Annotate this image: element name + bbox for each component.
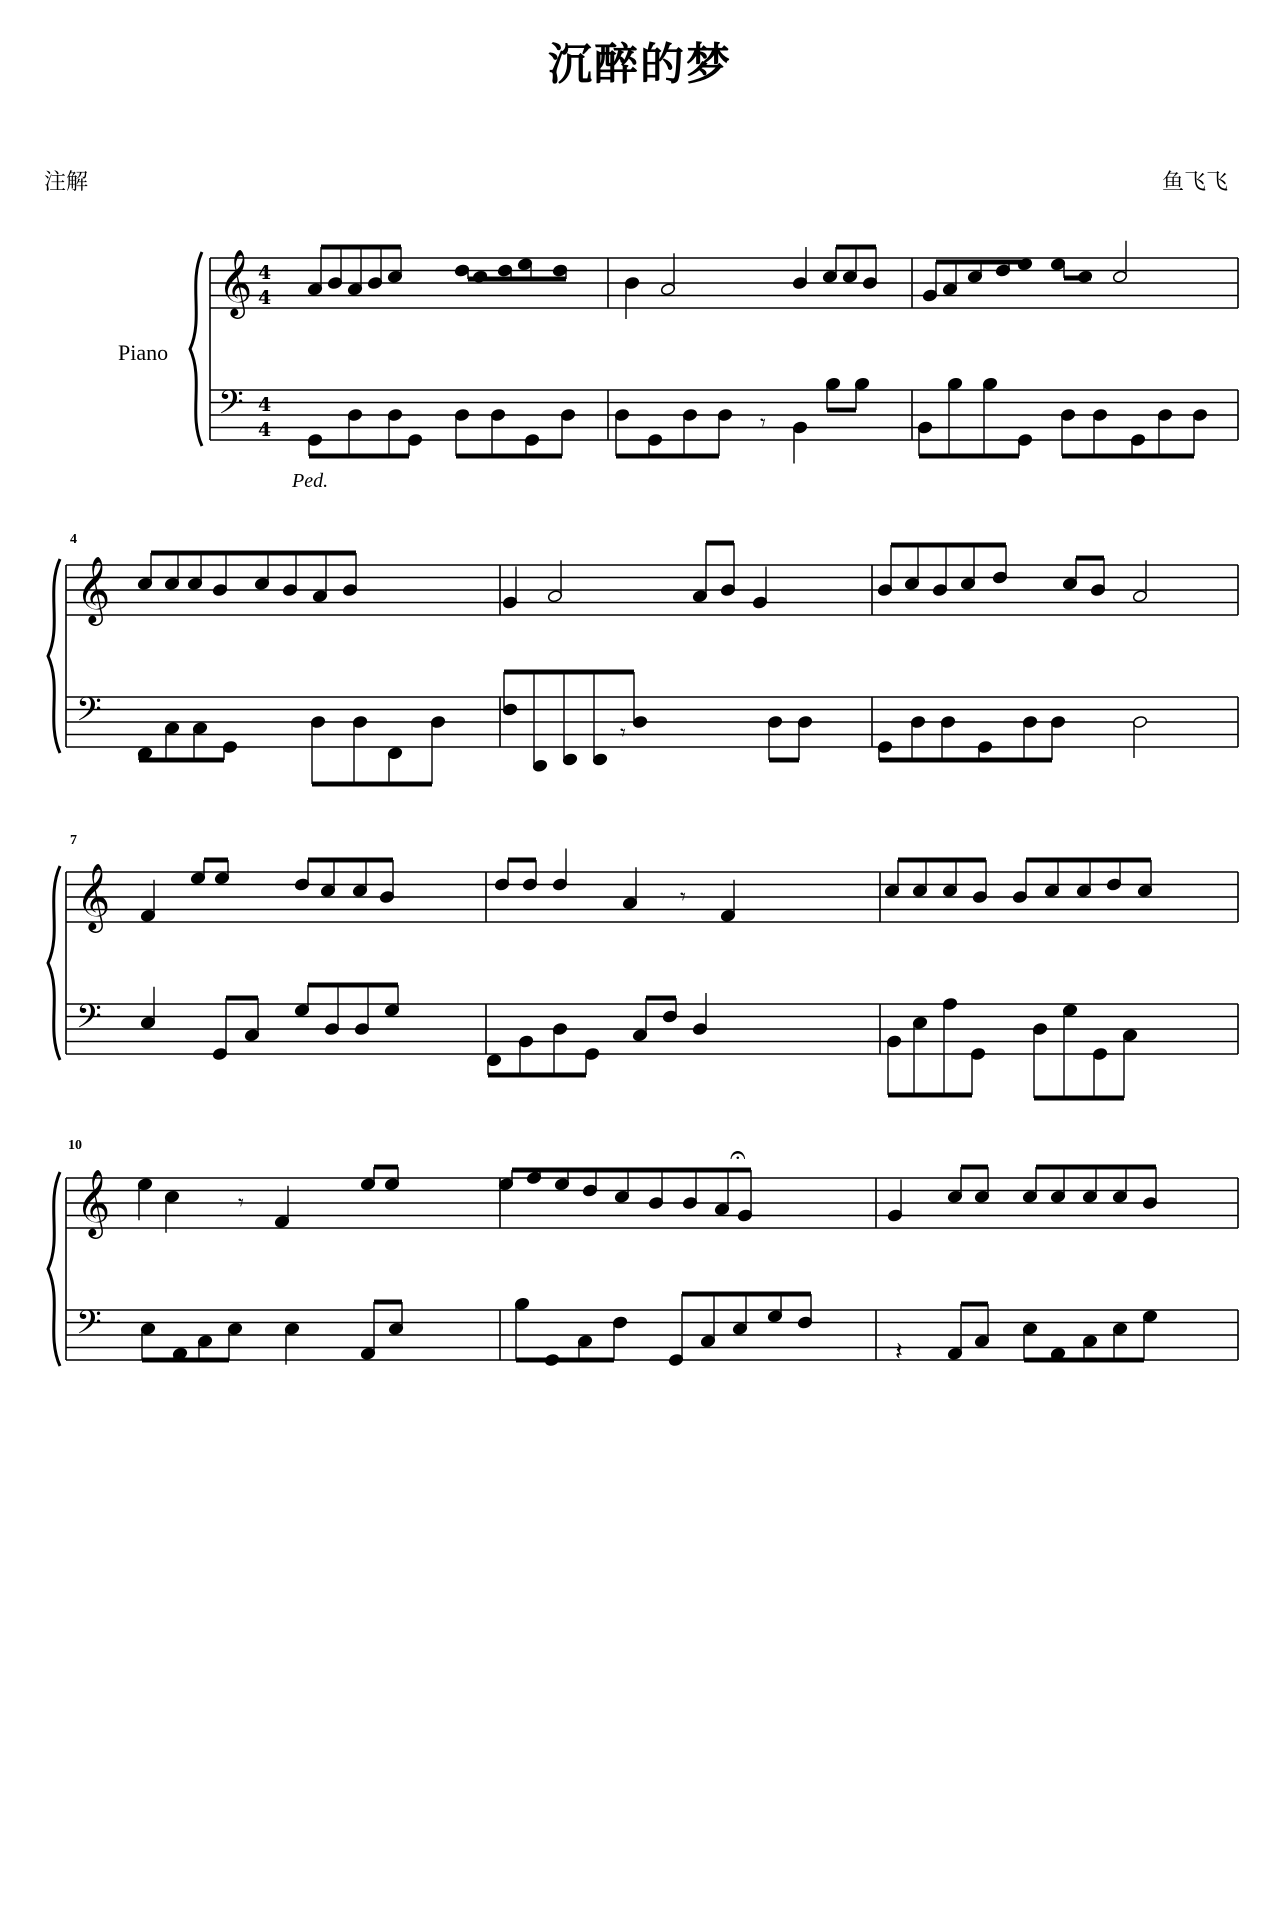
pedal-marking: Ped. [292, 470, 329, 492]
treble-clef-icon: 𝄞 [76, 862, 111, 930]
page-title: 沉醉的梦 [548, 39, 732, 90]
bass-clef-icon: 𝄢 [76, 998, 102, 1044]
time-signature-top: 4 [258, 262, 272, 284]
time-signature-bottom: 4 [258, 287, 272, 309]
fermata-icon: 𝄐 [730, 1138, 746, 1171]
annotation-label: 注解 [44, 170, 89, 195]
brace [48, 559, 60, 753]
measure-number: 7 [70, 833, 77, 848]
eighth-rest-icon: 𝄾 [238, 1191, 244, 1216]
eighth-rest-icon: 𝄾 [680, 885, 686, 910]
quarter-rest-icon: 𝄽 [895, 1337, 903, 1367]
instrument-label: Piano [118, 340, 169, 365]
bass-clef-icon: 𝄢 [76, 691, 102, 737]
eighth-rest-icon: 𝄾 [620, 721, 626, 746]
brace [48, 866, 60, 1060]
treble-clef-icon: 𝄞 [76, 555, 111, 623]
composer-name: 鱼飞飞 [1161, 170, 1228, 195]
brace [190, 252, 202, 446]
treble-clef-icon: 𝄞 [76, 1168, 111, 1236]
measure-number: 10 [68, 1138, 82, 1153]
time-signature-bottom: 4 [258, 419, 272, 441]
treble-clef-icon: 𝄞 [218, 248, 253, 316]
bass-clef-icon: 𝄢 [218, 384, 244, 430]
brace [48, 1172, 60, 1366]
time-signature-top: 4 [258, 394, 272, 416]
bass-clef-icon: 𝄢 [76, 1304, 102, 1350]
eighth-rest-icon: 𝄾 [760, 411, 766, 436]
measure-number: 4 [70, 532, 77, 547]
